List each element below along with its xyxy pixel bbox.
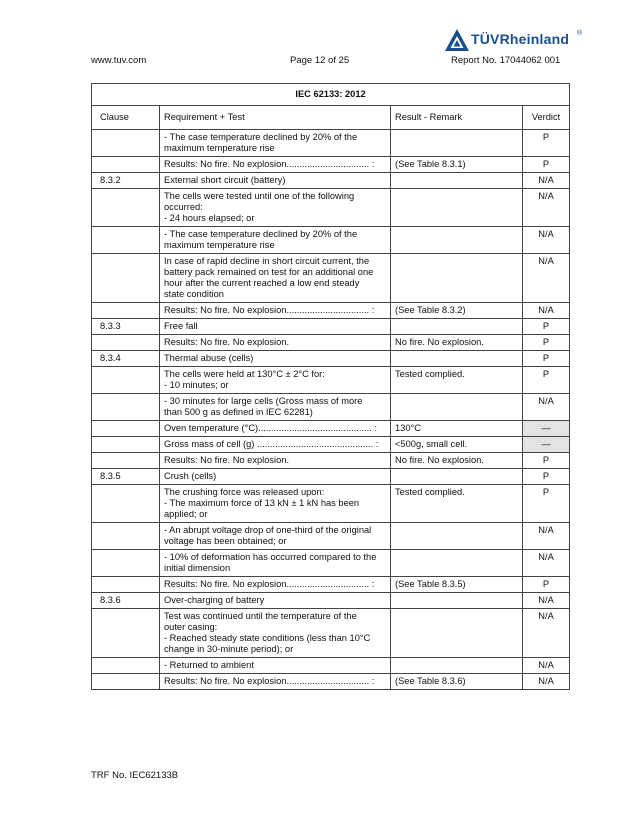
column-header-verdict: Verdict	[523, 106, 570, 130]
requirement-cell: - 30 minutes for large cells (Gross mass of more than 500 g as defined in IEC 62281)	[160, 394, 391, 421]
result-cell: No fire. No explosion.	[391, 335, 523, 351]
requirement-cell: The cells were held at 130°C ± 2°C for: - 10 minutes; or	[160, 367, 391, 394]
clause-cell	[92, 130, 160, 157]
table-row	[92, 453, 570, 469]
website-url[interactable]: www.tuv.com	[91, 55, 147, 66]
verdict-cell: P	[523, 319, 570, 335]
verdict-cell: N/A	[523, 303, 570, 319]
requirement-cell: Results: No fire. No explosion................................ :	[160, 303, 391, 319]
clause-cell	[92, 157, 160, 173]
verdict-cell: N/A	[523, 550, 570, 577]
result-cell: (See Table 8.3.1)	[391, 157, 523, 173]
verdict-cell: N/A	[523, 189, 570, 227]
table-row	[92, 319, 570, 335]
clause-cell	[92, 577, 160, 593]
result-cell: 130°C	[391, 421, 523, 437]
tuv-logo	[444, 28, 584, 54]
requirement-cell: Results: No fire. No explosion.	[160, 453, 391, 469]
clause-cell	[92, 437, 160, 453]
verdict-cell: P	[523, 335, 570, 351]
column-header-clause: Clause	[92, 106, 160, 130]
verdict-cell: N/A	[523, 523, 570, 550]
column-header-row	[92, 106, 570, 130]
clause-cell: 8.3.2	[92, 173, 160, 189]
column-header-requirement: Requirement + Test	[160, 106, 391, 130]
result-cell	[391, 658, 523, 674]
clause-cell	[92, 523, 160, 550]
table-row	[92, 367, 570, 394]
table-row	[92, 577, 570, 593]
table-row	[92, 130, 570, 157]
trf-number: TRF No. IEC62133B	[91, 770, 179, 781]
clause-cell	[92, 609, 160, 658]
table-row	[92, 227, 570, 254]
clause-cell	[92, 254, 160, 303]
verdict-cell: N/A	[523, 609, 570, 658]
verdict-cell: P	[523, 453, 570, 469]
table-row	[92, 303, 570, 319]
verdict-cell: —	[523, 437, 570, 453]
clause-cell	[92, 335, 160, 351]
verdict-cell: N/A	[523, 394, 570, 421]
table-row	[92, 485, 570, 523]
requirement-cell: Results: No fire. No explosion................................ :	[160, 674, 391, 690]
result-cell	[391, 130, 523, 157]
requirement-cell: The crushing force was released upon: - The maximum force of 13 kN ± 1 kN has been applied; or	[160, 485, 391, 523]
verdict-cell: N/A	[523, 593, 570, 609]
verdict-cell: N/A	[523, 227, 570, 254]
table-row	[92, 437, 570, 453]
requirement-cell: Over-charging of battery	[160, 593, 391, 609]
verdict-cell: P	[523, 367, 570, 394]
result-cell	[391, 189, 523, 227]
requirement-cell: Crush (cells)	[160, 469, 391, 485]
result-cell: <500g, small cell.	[391, 437, 523, 453]
verdict-cell: N/A	[523, 658, 570, 674]
result-cell	[391, 319, 523, 335]
requirement-cell: - An abrupt voltage drop of one-third of the original voltage has been obtained; or	[160, 523, 391, 550]
verdict-cell: N/A	[523, 674, 570, 690]
requirement-cell: External short circuit (battery)	[160, 173, 391, 189]
page-number: Page 12 of 25	[290, 55, 350, 66]
result-cell	[391, 609, 523, 658]
result-cell: No fire. No explosion.	[391, 453, 523, 469]
clause-cell	[92, 485, 160, 523]
clause-cell	[92, 674, 160, 690]
result-cell	[391, 254, 523, 303]
result-cell	[391, 593, 523, 609]
requirement-cell: Results: No fire. No explosion................................ :	[160, 157, 391, 173]
result-cell	[391, 173, 523, 189]
triangle-logo-icon	[444, 28, 470, 52]
result-cell: (See Table 8.3.2)	[391, 303, 523, 319]
table-row	[92, 189, 570, 227]
clause-cell	[92, 550, 160, 577]
clause-cell: 8.3.6	[92, 593, 160, 609]
table-row	[92, 351, 570, 367]
report-number: Report No. 17044062 001	[451, 55, 561, 66]
verdict-cell: P	[523, 469, 570, 485]
clause-cell	[92, 303, 160, 319]
requirement-cell: Test was continued until the temperature of the outer casing: - Reached steady state conditions (less than 10°C change in 30-minute period); or	[160, 609, 391, 658]
verdict-cell: P	[523, 351, 570, 367]
table-row	[92, 674, 570, 690]
verdict-cell: —	[523, 421, 570, 437]
verdict-cell: P	[523, 485, 570, 523]
requirement-cell: Thermal abuse (cells)	[160, 351, 391, 367]
logo-wordmark: TÜVRheinland	[471, 31, 570, 47]
clause-cell	[92, 658, 160, 674]
requirement-cell: In case of rapid decline in short circuit current, the battery pack remained on test for an additional one hour after the current reached a low end steady state condition	[160, 254, 391, 303]
iec-62133-table	[91, 83, 570, 690]
table-row	[92, 469, 570, 485]
verdict-cell: P	[523, 157, 570, 173]
result-cell	[391, 523, 523, 550]
requirement-cell: - 10% of deformation has occurred compared to the initial dimension	[160, 550, 391, 577]
requirement-cell: Results: No fire. No explosion................................ :	[160, 577, 391, 593]
clause-cell	[92, 421, 160, 437]
result-cell: (See Table 8.3.6)	[391, 674, 523, 690]
result-cell	[391, 394, 523, 421]
clause-cell	[92, 367, 160, 394]
result-cell: Tested complied.	[391, 485, 523, 523]
clause-cell: 8.3.3	[92, 319, 160, 335]
result-cell: Tested complied.	[391, 367, 523, 394]
result-cell	[391, 351, 523, 367]
verdict-cell: N/A	[523, 173, 570, 189]
requirement-cell: Free fall	[160, 319, 391, 335]
table-row	[92, 593, 570, 609]
table-row	[92, 523, 570, 550]
requirement-cell: Results: No fire. No explosion.	[160, 335, 391, 351]
clause-cell	[92, 189, 160, 227]
clause-cell: 8.3.5	[92, 469, 160, 485]
verdict-cell: P	[523, 130, 570, 157]
table-row	[92, 157, 570, 173]
clause-cell	[92, 453, 160, 469]
table-title: IEC 62133: 2012	[92, 84, 570, 106]
table-row	[92, 658, 570, 674]
requirement-cell: The cells were tested until one of the following occurred: - 24 hours elapsed; or	[160, 189, 391, 227]
requirement-cell: - The case temperature declined by 20% of the maximum temperature rise	[160, 130, 391, 157]
requirement-cell: Gross mass of cell (g) ............................................. :	[160, 437, 391, 453]
clause-cell: 8.3.4	[92, 351, 160, 367]
verdict-cell: N/A	[523, 254, 570, 303]
result-cell	[391, 550, 523, 577]
registered-mark: ®	[577, 30, 583, 37]
table-row	[92, 173, 570, 189]
result-cell	[391, 227, 523, 254]
clause-cell	[92, 394, 160, 421]
table-row	[92, 421, 570, 437]
clause-cell	[92, 227, 160, 254]
table-row	[92, 394, 570, 421]
table-row	[92, 609, 570, 658]
result-cell	[391, 469, 523, 485]
verdict-cell: P	[523, 577, 570, 593]
table-row	[92, 335, 570, 351]
requirement-cell: - Returned to ambient	[160, 658, 391, 674]
table-row	[92, 550, 570, 577]
requirement-cell: Oven temperature (°C)............................................ :	[160, 421, 391, 437]
table-row	[92, 254, 570, 303]
requirement-cell: - The case temperature declined by 20% of the maximum temperature rise	[160, 227, 391, 254]
column-header-result: Result - Remark	[391, 106, 523, 130]
result-cell: (See Table 8.3.5)	[391, 577, 523, 593]
